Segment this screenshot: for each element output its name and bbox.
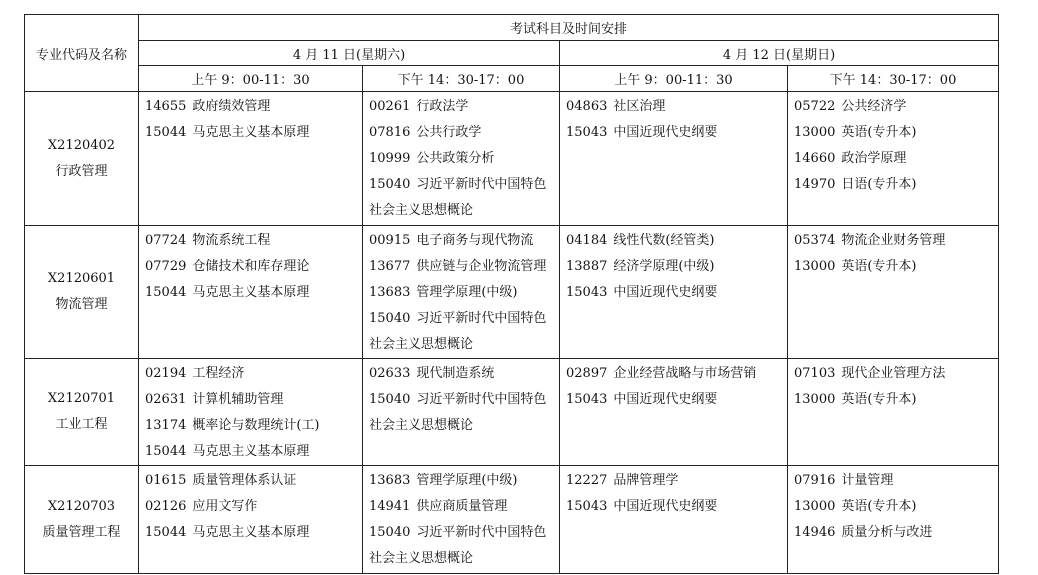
subject-name: 马克思主义基本原理 — [192, 444, 310, 459]
subject-item — [369, 387, 559, 413]
day-header: 4 月 11 日(星期六) — [139, 41, 560, 66]
subject-item — [369, 120, 559, 146]
subject-code: 15043 — [566, 392, 608, 407]
subject-code: 13677 — [369, 259, 411, 274]
subject-item — [794, 172, 998, 198]
subject-code: 10999 — [369, 151, 411, 166]
major-name: 工业工程 — [55, 417, 108, 432]
session-cell — [788, 92, 999, 226]
subject-item — [145, 254, 362, 280]
session-cell — [363, 359, 560, 466]
subject-code: 15044 — [145, 125, 187, 140]
subject-item — [369, 146, 559, 172]
table-row — [25, 359, 999, 466]
subject-item — [369, 94, 559, 120]
subject-code: 13887 — [566, 259, 608, 274]
day-header: 4 月 12 日(星期日) — [560, 41, 999, 66]
subject-code: 02126 — [145, 499, 187, 514]
subject-name: 英语(专升本) — [841, 499, 917, 514]
subject-name: 公共经济学 — [841, 99, 907, 114]
subject-name: 经济学原理(中级) — [613, 259, 715, 274]
table-body — [25, 15, 999, 574]
major-code: X2120601 — [47, 271, 116, 286]
subject-item — [369, 468, 559, 494]
subject-code: 01615 — [145, 473, 187, 488]
subject-name: 习近平新时代中国特色 — [416, 177, 547, 192]
subject-code: 02897 — [566, 366, 608, 381]
session-cell — [560, 92, 788, 226]
table-row — [25, 226, 999, 359]
subject-item — [145, 413, 362, 439]
subject-code: 15043 — [566, 285, 608, 300]
subject-name: 质量分析与改进 — [841, 525, 933, 540]
subject-name: 现代制造系统 — [416, 366, 495, 381]
subject-name: 政治学原理 — [841, 151, 907, 166]
subject-code: 07816 — [369, 125, 411, 140]
session-cell — [139, 466, 363, 574]
subject-item — [794, 361, 998, 387]
subject-item — [145, 494, 362, 520]
subject-name: 供应链与企业物流管理 — [416, 259, 547, 274]
subject-code: 14970 — [794, 177, 836, 192]
subject-name: 管理学原理(中级) — [416, 473, 518, 488]
corner-label: 专业代码及名称 — [25, 15, 139, 92]
subject-item — [794, 387, 998, 413]
subject-item — [566, 494, 787, 520]
subject-item — [145, 280, 362, 306]
subject-name: 企业经营战略与市场营销 — [613, 366, 757, 381]
subject-name: 马克思主义基本原理 — [192, 125, 310, 140]
session-header: 上午 9：00-11：30 — [139, 66, 363, 92]
major-cell — [25, 466, 139, 574]
table-row — [25, 466, 999, 574]
subject-code: 00261 — [369, 99, 411, 114]
subject-name: 英语(专升本) — [841, 125, 917, 140]
subject-item — [369, 228, 559, 254]
subject-name: 中国近现代史纲要 — [613, 392, 718, 407]
subject-name: 中国近现代史纲要 — [613, 499, 718, 514]
subject-code: 12227 — [566, 473, 608, 488]
subject-item — [145, 120, 362, 146]
subject-item — [369, 520, 559, 546]
subject-name: 物流企业财务管理 — [841, 233, 946, 248]
subject-item — [794, 146, 998, 172]
subject-name: 习近平新时代中国特色 — [416, 392, 547, 407]
subject-name: 公共政策分析 — [416, 151, 495, 166]
session-cell — [788, 466, 999, 574]
subject-code: 13000 — [794, 259, 836, 274]
subject-name: 概率论与数理统计(工) — [192, 418, 320, 433]
subject-name: 日语(专升本) — [841, 177, 917, 192]
session-cell — [139, 226, 363, 359]
subject-code: 13000 — [794, 125, 836, 140]
subject-name: 供应商质量管理 — [416, 499, 508, 514]
subject-item — [145, 468, 362, 494]
subject-name: 公共行政学 — [416, 125, 482, 140]
subject-name-continuation: 社会主义思想概论 — [369, 418, 474, 433]
subject-code: 07916 — [794, 473, 836, 488]
subject-item — [369, 172, 559, 198]
subject-item — [369, 254, 559, 280]
subject-item — [566, 94, 787, 120]
subject-code: 15040 — [369, 177, 411, 192]
subject-code: 13683 — [369, 285, 411, 300]
subject-item — [369, 494, 559, 520]
session-header: 下午 14：30-17：00 — [363, 66, 560, 92]
major-name: 行政管理 — [55, 163, 108, 179]
subject-name: 物流系统工程 — [192, 233, 271, 248]
subject-code: 15044 — [145, 444, 187, 459]
subject-name: 质量管理体系认证 — [192, 473, 297, 488]
subject-item — [794, 494, 998, 520]
subject-code: 13683 — [369, 473, 411, 488]
subject-name: 计算机辅助管理 — [192, 392, 284, 407]
header-row-sessions — [25, 66, 999, 92]
subject-name: 中国近现代史纲要 — [613, 285, 718, 300]
session-header: 下午 14：30-17：00 — [788, 66, 999, 92]
subject-name: 行政法学 — [416, 99, 469, 114]
subject-name-continuation: 社会主义思想概论 — [369, 203, 474, 218]
session-cell — [363, 466, 560, 574]
subject-item — [566, 254, 787, 280]
subject-item — [794, 228, 998, 254]
subject-item — [369, 280, 559, 306]
subject-code: 15043 — [566, 499, 608, 514]
subject-code: 04863 — [566, 99, 608, 114]
subject-name-continuation: 社会主义思想概论 — [369, 551, 474, 566]
subject-item — [794, 254, 998, 280]
subject-item — [794, 94, 998, 120]
major-cell — [25, 359, 139, 466]
subject-item — [145, 361, 362, 387]
subject-name: 管理学原理(中级) — [416, 285, 518, 300]
subject-code: 05374 — [794, 233, 836, 248]
header-title: 考试科目及时间安排 — [139, 15, 999, 41]
session-cell — [363, 226, 560, 359]
subject-name: 社区治理 — [613, 99, 666, 114]
major-name: 质量管理工程 — [42, 524, 121, 540]
session-cell — [560, 226, 788, 359]
major-name: 物流管理 — [55, 297, 108, 312]
subject-code: 07103 — [794, 366, 836, 381]
subject-code: 13000 — [794, 392, 836, 407]
session-header: 上午 9：00-11：30 — [560, 66, 788, 92]
subject-name: 电子商务与现代物流 — [416, 233, 534, 248]
subject-item — [566, 361, 787, 387]
header-row-days — [25, 41, 999, 66]
subject-code: 02633 — [369, 366, 411, 381]
major-cell — [25, 92, 139, 226]
exam-schedule-table — [24, 14, 999, 574]
subject-item — [794, 120, 998, 146]
major-code: X2120703 — [47, 498, 116, 514]
major-cell — [25, 226, 139, 359]
subject-code: 04184 — [566, 233, 608, 248]
session-cell — [560, 359, 788, 466]
subject-item — [566, 468, 787, 494]
subject-name: 计量管理 — [841, 473, 894, 488]
subject-item — [369, 361, 559, 387]
major-code: X2120402 — [47, 137, 116, 153]
session-cell — [788, 359, 999, 466]
subject-name: 线性代数(经管类) — [613, 233, 715, 248]
subject-name: 英语(专升本) — [841, 392, 917, 407]
subject-item — [145, 387, 362, 413]
subject-code: 15040 — [369, 392, 411, 407]
subject-name: 应用文写作 — [192, 499, 258, 514]
session-cell — [139, 92, 363, 226]
subject-code: 15040 — [369, 525, 411, 540]
subject-name: 仓储技术和库存理论 — [192, 259, 310, 274]
subject-name: 马克思主义基本原理 — [192, 285, 310, 300]
subject-code: 13000 — [794, 499, 836, 514]
subject-code: 07729 — [145, 259, 187, 274]
subject-item — [794, 520, 998, 546]
table-row — [25, 92, 999, 226]
session-cell — [560, 466, 788, 574]
subject-name: 习近平新时代中国特色 — [416, 311, 547, 326]
subject-name: 现代企业管理方法 — [841, 366, 946, 381]
subject-item — [145, 520, 362, 546]
subject-name: 工程经济 — [192, 366, 245, 381]
header-row-title — [25, 15, 999, 41]
subject-item — [566, 387, 787, 413]
major-code: X2120701 — [47, 391, 116, 406]
subject-code: 14941 — [369, 499, 411, 514]
subject-code: 14660 — [794, 151, 836, 166]
subject-item — [145, 94, 362, 120]
session-cell — [363, 92, 560, 226]
subject-name-continuation: 社会主义思想概论 — [369, 337, 474, 352]
subject-code: 15044 — [145, 525, 187, 540]
subject-name: 品牌管理学 — [613, 473, 679, 488]
subject-code: 07724 — [145, 233, 187, 248]
subject-code: 05722 — [794, 99, 836, 114]
subject-code: 00915 — [369, 233, 411, 248]
subject-code: 14946 — [794, 525, 836, 540]
subject-item — [566, 228, 787, 254]
subject-code: 13174 — [145, 418, 187, 433]
session-cell — [788, 226, 999, 359]
subject-item — [566, 280, 787, 306]
subject-name: 马克思主义基本原理 — [192, 525, 310, 540]
subject-code: 15043 — [566, 125, 608, 140]
subject-item — [369, 306, 559, 332]
session-cell — [139, 359, 363, 466]
subject-item — [566, 120, 787, 146]
subject-name: 英语(专升本) — [841, 259, 917, 274]
subject-code: 02631 — [145, 392, 187, 407]
subject-item — [145, 439, 362, 465]
subject-name: 习近平新时代中国特色 — [416, 525, 547, 540]
subject-code: 02194 — [145, 366, 187, 381]
subject-name: 中国近现代史纲要 — [613, 125, 718, 140]
subject-name: 政府绩效管理 — [192, 99, 271, 114]
subject-item — [145, 228, 362, 254]
subject-code: 14655 — [145, 99, 187, 114]
subject-code: 15044 — [145, 285, 187, 300]
subject-code: 15040 — [369, 311, 411, 326]
subject-item — [794, 468, 998, 494]
